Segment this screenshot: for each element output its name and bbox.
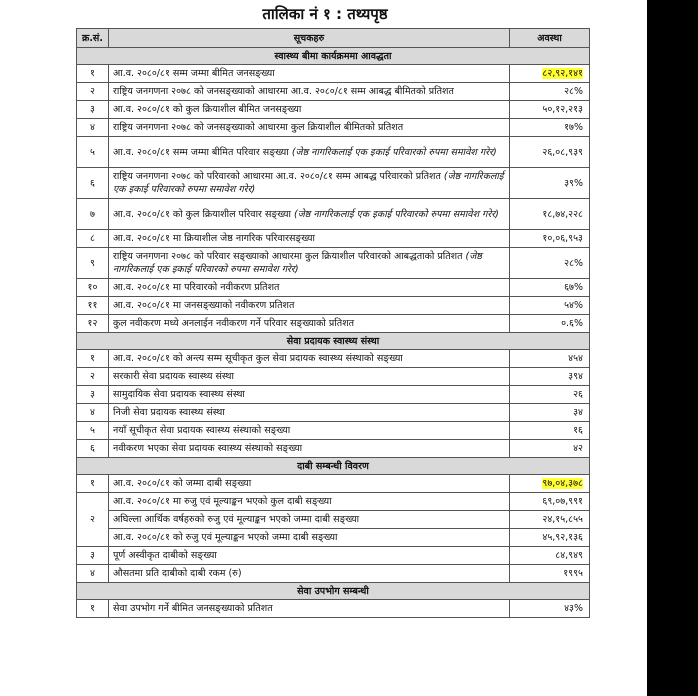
- table-cell: सामुदायिक सेवा प्रदायक स्वास्थ्य संस्था: [109, 386, 510, 404]
- section-header-insurance: [77, 48, 590, 65]
- table-row: [77, 65, 590, 83]
- table-cell: ६७%: [510, 279, 590, 297]
- table-cell: २८%: [510, 83, 590, 101]
- table-cell: ३९४: [510, 368, 590, 386]
- table-row: [77, 199, 590, 230]
- table-cell: १६: [510, 422, 590, 440]
- table-cell: १७%: [510, 119, 590, 137]
- table-cell: औसतमा प्रति दाबीको दाबी रकम (रु): [109, 565, 510, 583]
- table-cell: ५०,१२,२१३: [510, 101, 590, 119]
- section-header-utilization: [77, 583, 590, 600]
- fact-sheet-table: [76, 28, 590, 618]
- table-row: [77, 83, 590, 101]
- table-cell: ३: [77, 101, 109, 119]
- table-cell: ४५,९२,१३६: [510, 529, 590, 547]
- table-header-row: [77, 29, 590, 48]
- table-row: [77, 440, 590, 458]
- table-cell: ०.६%: [510, 315, 590, 333]
- table-row: [77, 279, 590, 297]
- header-indicator: सूचकहरु: [109, 29, 510, 48]
- highlighted-value: ९७,०४,३७८: [542, 478, 583, 489]
- table-cell: आ.व. २०८०/८१ मा जनसङ्ख्याको नवीकरण प्रतिशत: [109, 297, 510, 315]
- table-cell: आ.व. २०८०/८१ को जम्मा दाबी सङ्ख्या: [109, 475, 510, 493]
- highlighted-value: ८२,९२,१४१: [542, 68, 583, 79]
- table-cell: राष्ट्रिय जनगणना २०७८ को जनसङ्ख्याको आधारमा आ.व. २०८०/८१ सम्म आबद्ध बीमितको प्रतिशत: [109, 83, 510, 101]
- header-status: अवस्था: [510, 29, 590, 48]
- table-cell: ५: [77, 422, 109, 440]
- table-row: [77, 529, 590, 547]
- table-cell: अघिल्ला आर्थिक वर्षहरुको रुजु एवं मूल्याङ्कन भएको जम्मा दाबी सङ्ख्या: [109, 511, 510, 529]
- table-cell: २८%: [510, 248, 590, 279]
- table-row: [77, 119, 590, 137]
- table-cell: ५: [77, 137, 109, 168]
- table-row: [77, 547, 590, 565]
- table-cell: आ.व. २०८०/८१ सम्म जम्मा बीमित परिवार सङ्ख्या (जेष्ठ नागरिकलाई एक इकाई परिवारको रुपमा समावेश गरेर): [109, 137, 510, 168]
- table-cell: नवीकरण भएका सेवा प्रदायक स्वास्थ्य संस्थाको सङ्ख्या: [109, 440, 510, 458]
- table-cell: [510, 475, 590, 493]
- table-cell: सरकारी सेवा प्रदायक स्वास्थ्य संस्था: [109, 368, 510, 386]
- table-row: [77, 315, 590, 333]
- table-cell: १०: [77, 279, 109, 297]
- table-cell: १९९५: [510, 565, 590, 583]
- table-cell: राष्ट्रिय जनगणना २०७८ को परिवारको आधारमा आ.व. २०८०/८१ सम्म आबद्ध परिवारको प्रतिशत (जेष्ठ नागरिकलाई एक इकाई परिवारको रुपमा समावेश गरेर): [109, 168, 510, 199]
- table-cell: १: [77, 600, 109, 618]
- table-row: [77, 168, 590, 199]
- table-cell: २६: [510, 386, 590, 404]
- table-row: [77, 600, 590, 618]
- table-cell: ३: [77, 547, 109, 565]
- table-cell: ४२: [510, 440, 590, 458]
- table-row: [77, 368, 590, 386]
- table-cell: २: [77, 83, 109, 101]
- table-row: [77, 565, 590, 583]
- table-cell: सेवा उपभोग गर्ने बीमित जनसङ्ख्याको प्रतिशत: [109, 600, 510, 618]
- table-cell: १: [77, 65, 109, 83]
- table-cell: ८४,९४९: [510, 547, 590, 565]
- table-row: [77, 101, 590, 119]
- table-cell: १८,७४,२२८: [510, 199, 590, 230]
- table-cell: सेवा उपभोग सम्बन्धी: [77, 583, 590, 600]
- table-cell: ६: [77, 168, 109, 199]
- table-cell: राष्ट्रिय जनगणना २०७८ को जनसङ्ख्याको आधारमा कुल क्रियाशील बीमितको प्रतिशत: [109, 119, 510, 137]
- table-cell: १: [77, 475, 109, 493]
- table-row: [77, 475, 590, 493]
- table-cell: ३९%: [510, 168, 590, 199]
- table-cell: नयाँ सूचीकृत सेवा प्रदायक स्वास्थ्य संस्थाको सङ्ख्या: [109, 422, 510, 440]
- table-cell: १: [77, 350, 109, 368]
- table-cell: ४३%: [510, 600, 590, 618]
- table-cell: आ.व. २०८०/८१ मा रुजु एवं मूल्याङ्कन भएको कुल दाबी सङ्ख्या: [109, 493, 510, 511]
- section-header-providers: [77, 333, 590, 350]
- table-row: [77, 137, 590, 168]
- table-cell: कुल नवीकरण मध्ये अनलाईन नवीकरण गर्ने परिवार सङ्ख्याको प्रतिशत: [109, 315, 510, 333]
- header-serial: क्र.सं.: [77, 29, 109, 48]
- table-cell: ६: [77, 440, 109, 458]
- table-cell: स्वास्थ्य बीमा कार्यक्रममा आवद्धता: [77, 48, 590, 65]
- table-cell: सेवा प्रदायक स्वास्थ्य संस्था: [77, 333, 590, 350]
- table-row: [77, 422, 590, 440]
- right-black-border: [647, 0, 698, 696]
- table-cell: ४: [77, 565, 109, 583]
- table-cell: आ.व. २०८०/८१ को कुल क्रियाशील बीमित जनसङ्ख्या: [109, 101, 510, 119]
- table-cell: २६,०८,९३९: [510, 137, 590, 168]
- table-cell: आ.व. २०८०/८१ को रुजु एवं मूल्याङ्कन भएको जम्मा दाबी सङ्ख्या: [109, 529, 510, 547]
- table-row: [77, 511, 590, 529]
- table-cell: ९: [77, 248, 109, 279]
- page-title: तालिका नं १ : तथ्यपृष्ठ: [262, 5, 388, 23]
- table-cell: ६९,०७,९९१: [510, 493, 590, 511]
- table-row: [77, 248, 590, 279]
- table-cell: आ.व. २०८०/८१ मा परिवारको नवीकरण प्रतिशत: [109, 279, 510, 297]
- table-cell: २४,१५,८५५: [510, 511, 590, 529]
- table-row: [77, 386, 590, 404]
- table-row: [77, 297, 590, 315]
- table-cell: ७: [77, 199, 109, 230]
- table-cell: [510, 65, 590, 83]
- table-cell: ४५४: [510, 350, 590, 368]
- table-cell: आ.व. २०८०/८१ मा क्रियाशील जेष्ठ नागरिक परिवारसङ्ख्या: [109, 230, 510, 248]
- table-cell: ३४: [510, 404, 590, 422]
- table-row: [77, 350, 590, 368]
- table-cell: निजी सेवा प्रदायक स्वास्थ्य संस्था: [109, 404, 510, 422]
- table-cell: पूर्ण अस्वीकृत दाबीको सङ्ख्या: [109, 547, 510, 565]
- table-cell: आ.व. २०८०/८१ को अन्त्य सम्म सूचीकृत कुल सेवा प्रदायक स्वास्थ्य संस्थाको सङ्ख्या: [109, 350, 510, 368]
- table-row: [77, 404, 590, 422]
- table-cell: २: [77, 493, 109, 547]
- table-cell: ८: [77, 230, 109, 248]
- table-cell: १२: [77, 315, 109, 333]
- table-cell: ३: [77, 386, 109, 404]
- table-cell: ४: [77, 119, 109, 137]
- table-cell: ११: [77, 297, 109, 315]
- table-row: [77, 230, 590, 248]
- table-cell: ४: [77, 404, 109, 422]
- table-cell: आ.व. २०८०/८१ सम्म जम्मा बीमित जनसङ्ख्या: [109, 65, 510, 83]
- table-cell: आ.व. २०८०/८१ को कुल क्रियाशील परिवार सङ्ख्या (जेष्ठ नागरिकलाई एक इकाई परिवारको रुपमा समावेश गरेर): [109, 199, 510, 230]
- section-header-claims: [77, 458, 590, 475]
- table-cell: २: [77, 368, 109, 386]
- table-cell: १०,०६,९५३: [510, 230, 590, 248]
- table-row: [77, 493, 590, 511]
- table-cell: ५४%: [510, 297, 590, 315]
- table-cell: राष्ट्रिय जनगणना २०७८ को परिवार सङ्ख्याको आधारमा कुल क्रियाशील परिवारको आबद्धताको प्रतिशत (जेष्ठ नागरिकलाई एक इकाई परिवारको रुपमा समावेश गरेर): [109, 248, 510, 279]
- table-cell: दाबी सम्बन्धी विवरण: [77, 458, 590, 475]
